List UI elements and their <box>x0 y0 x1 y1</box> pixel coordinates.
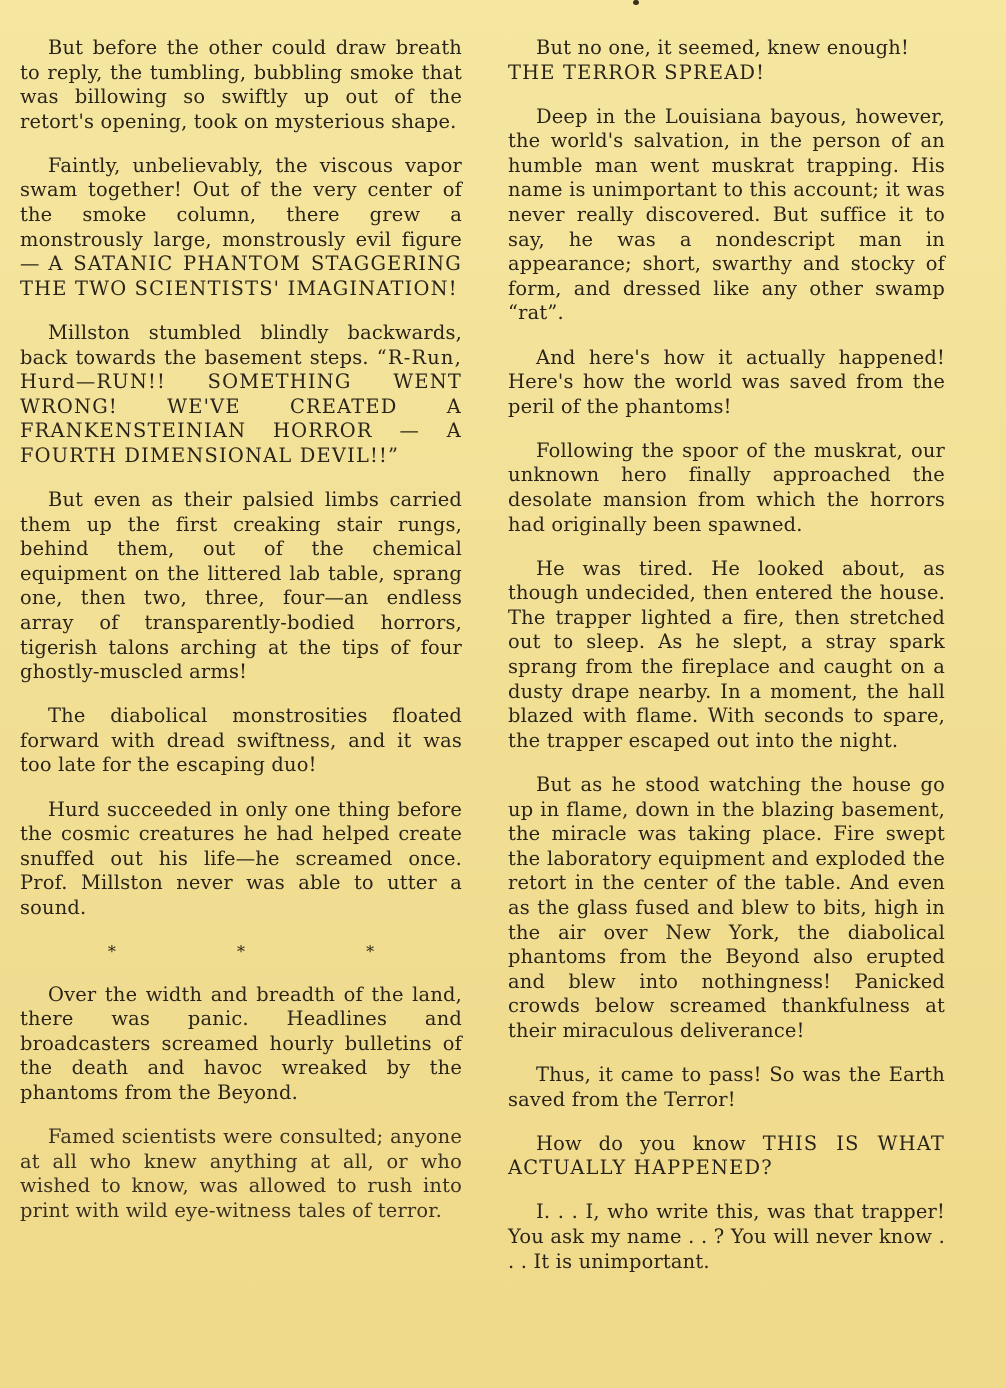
paragraph: But even as their palsied limbs carried them up the first creaking stair rungs, behind them, out of the chemical equipment on the littered lab table, sprang one, then two, three, four—an endless array of transparently-bodied horrors, tigerish talons arching at the tips of four ghostly-muscled arms! <box>20 488 462 684</box>
paragraph: Deep in the Louisiana bayous, however, the world's salvation, in the person of an humble man went muskrat trapping. His name is unimportant to this account; it was never really discovered. But suffice it to say, he was a nondescript man in appearance; short, swarthy and stocky of form, and dressed like any other swamp “rat”. <box>508 104 945 325</box>
paragraph: Following the spoor of the muskrat, our unknown hero finally approached the desolate mansion from which the horrors had originally been spawned. <box>508 438 945 536</box>
paragraph: Hurd succeeded in only one thing before the cosmic creatures he had helped create snuffed out his life—he screamed once. Prof. Millston never was able to utter a sound. <box>20 797 462 919</box>
paragraph: The diabolical monstrosities floated forward with dread swiftness, and it was too late for the escaping duo! <box>20 704 462 777</box>
paragraph <box>20 321 462 469</box>
paragraph: Thus, it came to pass! So was the Earth saved from the Terror! <box>508 1062 945 1111</box>
paragraph: And here's how it actually happened! Here's how the world was saved from the peril of the phantoms! <box>508 345 945 418</box>
paragraph: But as he stood watching the house go up in flame, down in the blazing basement, the miracle was taking place. Fire swept the laboratory equipment and exploded the retort in the center of the table. And even as the glass fused and blew to bits, high in the air over New York, the diabolical phantoms from the Beyond also erupted and blew into nothingness! Panicked crowds below screamed thankfulness at their miraculous deliverance! <box>508 772 945 1042</box>
paragraph: I. . . I, who write this, was that trapper! You ask my name . . ? You will never know . . . It is unimportant. <box>508 1200 945 1273</box>
paragraph-text: But no one, it seemed, knew enough! <box>536 36 909 59</box>
paragraph: But before the other could draw breath to reply, the tumbling, bubbling smoke that was billowing so swiftly up out of the retort's opening, took on mysterious shape. <box>20 36 462 133</box>
paragraph: Over the width and breadth of the land, there was panic. Headlines and broadcasters screamed hourly bulletins of the death and havoc wreaked by the phantoms from the Beyond. <box>20 982 462 1104</box>
paragraph <box>20 154 462 302</box>
paragraph: Famed scientists were consulted; anyone at all who knew anything at all, or who wished to know, was allowed to rush into print with wild eye-witness tales of terror. <box>20 1125 462 1222</box>
left-column <box>20 36 462 1223</box>
paragraph-caps: “R-Run, Hurd—RUN!! SOMETHING WENT WRONG! WE'VE CREATED A FRANKENSTEINIAN HORROR — A FOURTH DIMENSIONAL DEVIL!!” <box>20 345 462 467</box>
right-column <box>508 36 945 1274</box>
paragraph: He was tired. He looked about, as though undecided, then entered the house. The trapper lighted a fire, then stretched out to sleep. As he slept, a stray spark sprang from the fireplace and caught on a dusty drape nearby. In a moment, the hall blazed with flame. With seconds to spare, the trapper escaped out into the night. <box>508 556 945 752</box>
paragraph-caps: THIS IS WHAT ACTUALLY HAPPENED? <box>508 1131 945 1180</box>
print-mark <box>633 0 639 5</box>
section-separator: * * * <box>107 942 433 961</box>
paragraph <box>508 1132 945 1181</box>
paragraph <box>508 36 945 85</box>
paragraph-text: Faintly, unbelievably, the viscous vapor swam together! Out of the very center of the smoke column, there grew a monstrously large, monstrously evil figure — <box>20 153 462 276</box>
heading-caps: THE TERROR SPREAD! <box>508 60 766 84</box>
paragraph-text: How do you know <box>536 1131 763 1155</box>
paragraph-caps: A SATANIC PHANTOM STAGGERING THE TWO SCIENTISTS' IMAGINATION! <box>20 252 462 300</box>
paragraph-text: Millston stumbled blindly backwards, back towards the basement steps. <box>20 320 462 369</box>
